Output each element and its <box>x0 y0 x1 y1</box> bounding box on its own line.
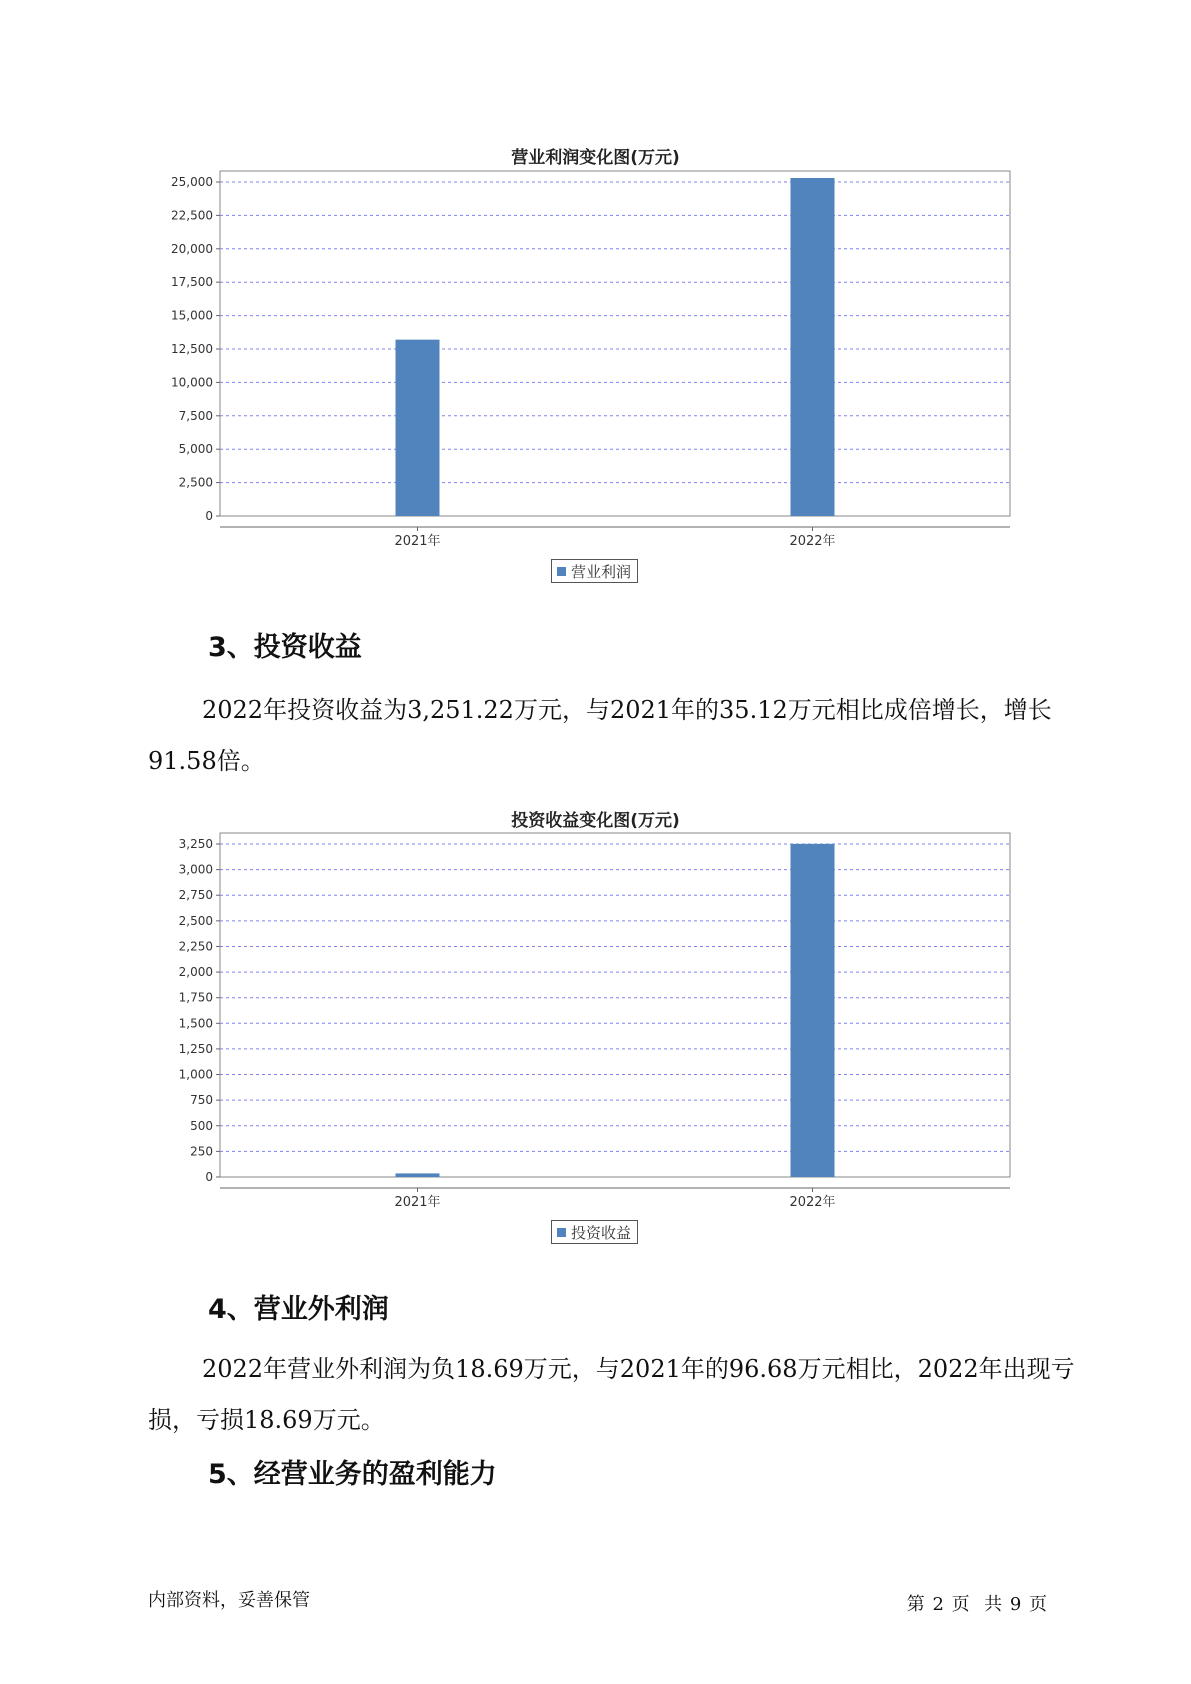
footer-page-number: 第 2 页 共 9 页 <box>906 1594 1048 1615</box>
y-tick-label: 1,250 <box>178 1041 213 1056</box>
section-paragraph-non-operating-profit: 2022年营业外利润为负18.69万元，与2021年的96.68万元相比，2022年出现亏损，亏损18.69万元。 <box>148 1355 1075 1434</box>
x-tick-label: 2021年 <box>394 1195 441 1210</box>
bar <box>791 844 835 1177</box>
x-tick-label: 2021年 <box>394 534 441 549</box>
x-tick-label: 2022年 <box>789 534 836 549</box>
y-tick-label: 1,500 <box>178 1016 213 1031</box>
y-tick-label: 1,750 <box>178 990 213 1005</box>
y-tick-label: 10,000 <box>171 375 213 390</box>
y-tick-label: 2,000 <box>178 965 213 980</box>
section-paragraph-investment-income: 2022年投资收益为3,251.22万元，与2021年的35.12万元相比成倍增长，增长91.58倍。 <box>148 696 1052 775</box>
y-tick-label: 3,000 <box>178 862 213 877</box>
y-tick-label: 250 <box>190 1144 213 1159</box>
y-tick-label: 20,000 <box>171 241 213 256</box>
y-tick-label: 0 <box>205 509 213 523</box>
y-tick-label: 500 <box>190 1118 213 1133</box>
chart-title-investment-income: 投资收益变化图(万元) <box>511 811 680 831</box>
y-tick-label: 2,750 <box>178 888 213 903</box>
y-tick-label: 3,250 <box>178 837 213 851</box>
y-tick-label: 1,000 <box>178 1067 213 1082</box>
section-heading-operating-profitability: 5、经营业务的盈利能力 <box>208 1459 497 1490</box>
bar <box>396 1173 440 1177</box>
x-tick-label: 2022年 <box>789 1195 836 1210</box>
legend-label: 营业利润 <box>571 562 632 581</box>
y-tick-label: 5,000 <box>178 442 213 457</box>
y-tick-label: 15,000 <box>171 308 213 323</box>
y-tick-label: 2,500 <box>178 475 213 490</box>
y-tick-label: 2,250 <box>178 939 213 954</box>
y-tick-label: 12,500 <box>171 342 213 356</box>
y-tick-label: 7,500 <box>178 408 213 423</box>
section-heading-non-operating-profit: 4、营业外利润 <box>208 1294 389 1325</box>
y-tick-label: 22,500 <box>171 208 213 223</box>
y-tick-label: 25,000 <box>171 175 213 189</box>
chart-title-operating-profit: 营业利润变化图(万元) <box>511 148 680 168</box>
legend-label: 投资收益 <box>571 1223 632 1242</box>
y-tick-label: 2,500 <box>178 913 213 928</box>
footer-confidential-note: 内部资料，妥善保管 <box>148 1590 310 1611</box>
legend-swatch <box>557 1228 566 1237</box>
y-tick-label: 0 <box>205 1170 213 1184</box>
plot-frame <box>220 833 1010 1177</box>
legend-investment-income <box>551 1220 638 1244</box>
section-heading-investment-income: 3、投资收益 <box>208 632 362 663</box>
y-tick-label: 17,500 <box>171 275 213 290</box>
y-tick-label: 750 <box>190 1093 213 1108</box>
